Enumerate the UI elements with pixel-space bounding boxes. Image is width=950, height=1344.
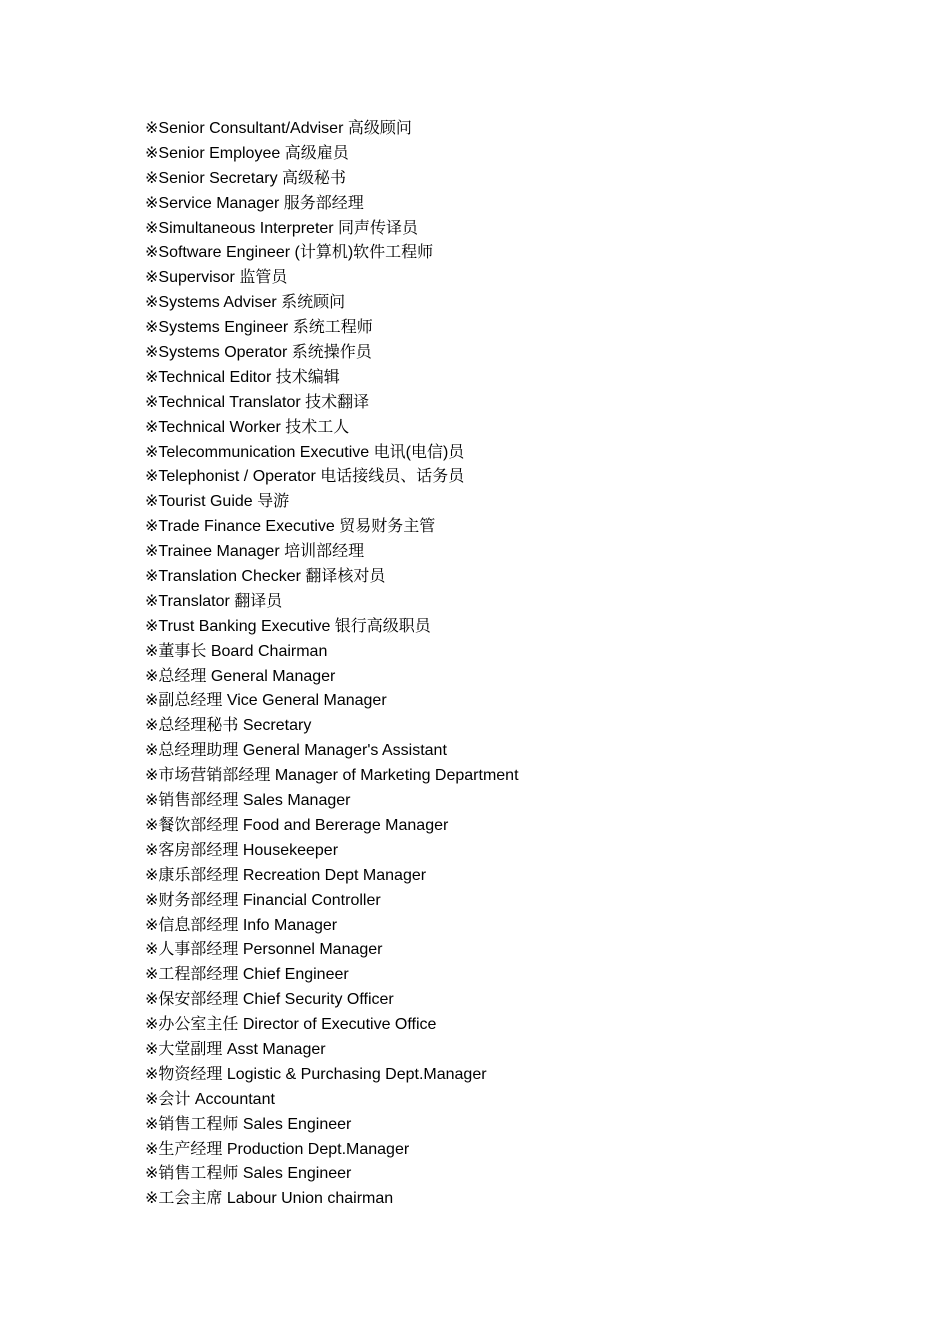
entry-text: ※康乐部经理 Recreation Dept Manager [145, 866, 427, 884]
entry-text: ※销售工程师 Sales Engineer [145, 1165, 352, 1183]
entry-text: ※Senior Secretary 高级秘书 [145, 169, 347, 187]
entry-text: ※Systems Engineer 系统工程师 [145, 319, 373, 337]
list-item [145, 788, 519, 813]
list-item [145, 763, 519, 788]
entry-text: ※Trade Finance Executive 贸易财务主管 [145, 518, 436, 536]
entry-text: ※Trust Banking Executive 银行高级职员 [145, 617, 431, 635]
entry-text: ※Technical Editor 技术编辑 [145, 368, 340, 386]
entry-text: ※餐饮部经理 Food and Bererage Manager [145, 816, 449, 834]
entry-text: ※Service Manager 服务部经理 [145, 194, 364, 212]
entry-text: ※客房部经理 Housekeeper [145, 841, 339, 859]
list-item [145, 489, 519, 514]
entry-text: ※大堂副理 Asst Manager [145, 1040, 326, 1058]
list-item [145, 1161, 519, 1186]
list-item [145, 539, 519, 564]
entry-text: ※保安部经理 Chief Security Officer [145, 991, 394, 1009]
list-item [145, 440, 519, 465]
entry-text: ※董事长 Board Chairman [145, 642, 328, 660]
list-item [145, 464, 519, 489]
entry-text: ※物资经理 Logistic & Purchasing Dept.Manager [145, 1065, 487, 1083]
entry-text: ※人事部经理 Personnel Manager [145, 941, 383, 959]
list-item [145, 888, 519, 913]
list-item [145, 340, 519, 365]
list-item [145, 738, 519, 763]
list-item [145, 838, 519, 863]
list-item [145, 415, 519, 440]
entry-text: ※Telephonist / Operator 电话接线员、话务员 [145, 468, 465, 486]
entry-text: ※Translation Checker 翻译核对员 [145, 568, 386, 586]
list-item [145, 1062, 519, 1087]
entry-text: ※会计 Accountant [145, 1090, 275, 1108]
entry-text: ※工会主席 Labour Union chairman [145, 1190, 394, 1208]
entry-text: ※Systems Operator 系统操作员 [145, 344, 372, 362]
entry-text: ※Telecommunication Executive 电讯(电信)员 [145, 443, 465, 461]
list-item [145, 1186, 519, 1211]
entry-text: ※总经理助理 General Manager's Assistant [145, 742, 447, 760]
list-item [145, 240, 519, 265]
entry-text: ※Technical Worker 技术工人 [145, 418, 350, 436]
entry-text: ※销售部经理 Sales Manager [145, 792, 351, 810]
entry-text: ※市场营销部经理 Manager of Marketing Department [145, 767, 519, 785]
list-item [145, 141, 519, 166]
list-item [145, 664, 519, 689]
entry-text: ※财务部经理 Financial Controller [145, 891, 381, 909]
list-item [145, 315, 519, 340]
list-item [145, 614, 519, 639]
list-item [145, 365, 519, 390]
list-item [145, 962, 519, 987]
entry-text: ※Systems Adviser 系统顾问 [145, 294, 346, 312]
entry-text: ※办公室主任 Director of Executive Office [145, 1016, 437, 1034]
job-title-list [145, 116, 519, 1211]
list-item [145, 390, 519, 415]
list-item [145, 216, 519, 241]
list-item [145, 191, 519, 216]
list-item [145, 987, 519, 1012]
entry-text: ※销售工程师 Sales Engineer [145, 1115, 352, 1133]
entry-text: ※Technical Translator 技术翻译 [145, 393, 370, 411]
list-item [145, 688, 519, 713]
list-item [145, 1037, 519, 1062]
list-item [145, 813, 519, 838]
entry-text: ※总经理秘书 Secretary [145, 717, 312, 735]
list-item [145, 937, 519, 962]
entry-text: ※Tourist Guide 导游 [145, 493, 290, 511]
list-item [145, 265, 519, 290]
entry-text: ※生产经理 Production Dept.Manager [145, 1140, 410, 1158]
entry-text: ※Senior Consultant/Adviser 高级顾问 [145, 120, 412, 137]
entry-text: ※Simultaneous Interpreter 同声传译员 [145, 219, 419, 237]
entry-text: ※Supervisor 监管员 [145, 269, 288, 287]
entry-text: ※Senior Employee 高级雇员 [145, 144, 349, 162]
list-item [145, 1112, 519, 1137]
list-item [145, 1137, 519, 1162]
list-item [145, 514, 519, 539]
entry-text: ※Trainee Manager 培训部经理 [145, 543, 365, 561]
entry-text: ※工程部经理 Chief Engineer [145, 966, 349, 984]
list-item [145, 290, 519, 315]
list-item [145, 1012, 519, 1037]
list-item [145, 863, 519, 888]
list-item [145, 166, 519, 191]
entry-text: ※总经理 General Manager [145, 667, 336, 685]
entry-text: ※Translator 翻译员 [145, 592, 283, 610]
list-item [145, 639, 519, 664]
list-item [145, 913, 519, 938]
entry-text: ※Software Engineer (计算机)软件工程师 [145, 244, 434, 262]
list-item [145, 713, 519, 738]
entry-text: ※信息部经理 Info Manager [145, 916, 338, 934]
list-item [145, 564, 519, 589]
list-item [145, 1087, 519, 1112]
list-item [145, 116, 519, 141]
list-item [145, 589, 519, 614]
entry-text: ※副总经理 Vice General Manager [145, 692, 387, 710]
